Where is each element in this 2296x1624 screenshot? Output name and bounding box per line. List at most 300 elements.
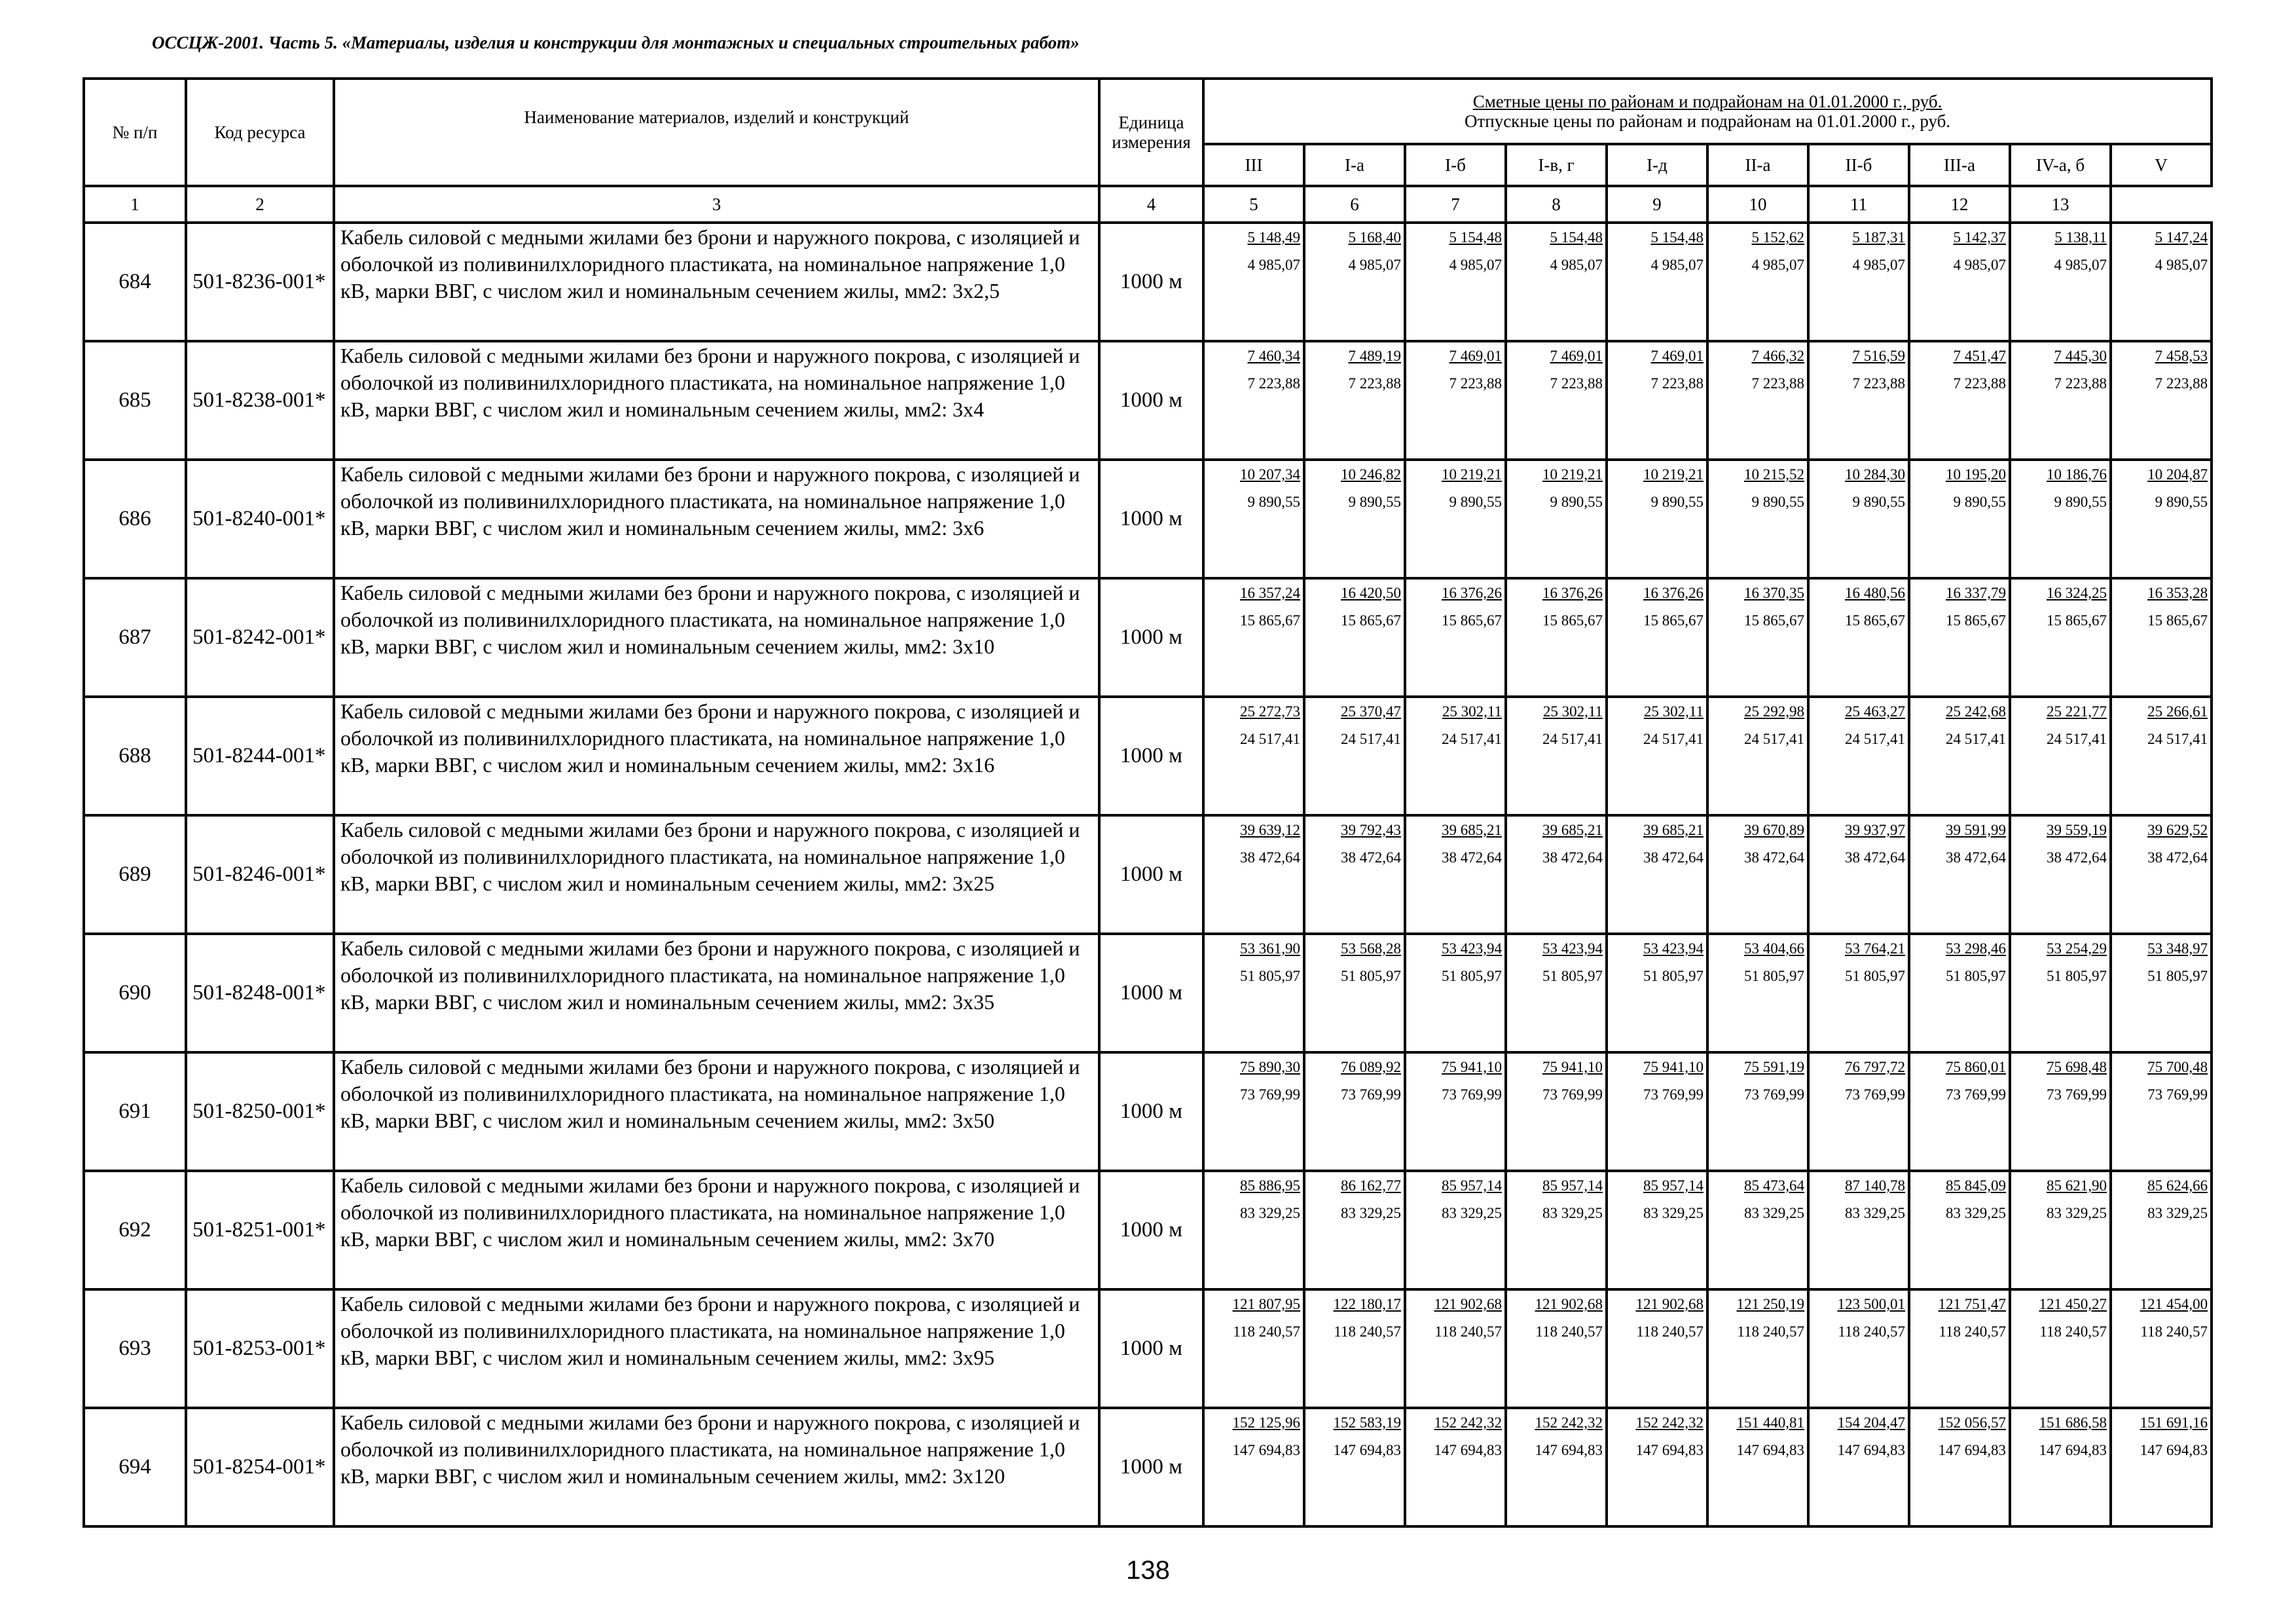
price-cell	[1707, 815, 1808, 934]
price-cell	[1607, 1408, 1707, 1526]
price-cell	[1506, 934, 1607, 1052]
release-price: 73 769,99	[1341, 1086, 1401, 1103]
estimate-price: 151 691,16	[2140, 1414, 2208, 1431]
release-price: 51 805,97	[1744, 968, 1804, 984]
column-number: 4	[1099, 186, 1203, 223]
estimate-price: 39 937,97	[1845, 822, 1905, 838]
resource-code: 501-8242-001*	[186, 578, 334, 697]
release-price: 9 890,55	[1247, 494, 1300, 510]
resource-code: 501-8250-001*	[186, 1052, 334, 1171]
release-price: 118 240,57	[1636, 1323, 1704, 1340]
material-name: Кабель силовой с медными жилами без брони и наружного покрова, с изоляцией и оболочкой из поливинилхлоридного пластиката, на номинальное напряжение 1,0 кВ, марки ВВГ, с числом жил и номинальным сечением жилы, мм2: 3х70	[334, 1171, 1099, 1289]
release-price: 9 890,55	[1953, 494, 2006, 510]
column-number: 3	[334, 186, 1099, 223]
estimate-price: 5 148,49	[1247, 229, 1300, 246]
release-price: 7 223,88	[1247, 375, 1300, 392]
release-price: 4 985,07	[1953, 257, 2006, 273]
price-table	[82, 77, 2213, 1528]
price-cell	[1203, 223, 1304, 341]
price-cell	[2111, 815, 2212, 934]
material-name: Кабель силовой с медными жилами без брони и наружного покрова, с изоляцией и оболочкой из поливинилхлоридного пластиката, на номинальное напряжение 1,0 кВ, марки ВВГ, с числом жил и номинальным сечением жилы, мм2: 3х2,5	[334, 223, 1099, 341]
resource-code: 501-8238-001*	[186, 341, 334, 460]
estimate-price: 25 302,11	[1542, 703, 1603, 720]
price-cell	[1405, 223, 1506, 341]
release-price: 7 223,88	[1953, 375, 2006, 392]
resource-code: 501-8254-001*	[186, 1408, 334, 1526]
release-price: 51 805,97	[1643, 968, 1704, 984]
price-cell	[1607, 815, 1707, 934]
price-cell	[1405, 1289, 1506, 1408]
estimate-price: 5 154,48	[1650, 229, 1704, 246]
price-cell	[1506, 223, 1607, 341]
price-cell	[1808, 815, 1909, 934]
price-cell	[1304, 578, 1405, 697]
region-header: II-а	[1707, 144, 1808, 186]
estimate-price: 53 764,21	[1845, 940, 1905, 957]
region-header: III-а	[1909, 144, 2010, 186]
release-price: 15 865,67	[1341, 612, 1401, 629]
price-cell	[2111, 1171, 2212, 1289]
header-code: Код ресурса	[186, 79, 334, 186]
estimate-price: 10 204,87	[2147, 466, 2208, 483]
release-price: 15 865,67	[1946, 612, 2006, 629]
estimate-price: 121 751,47	[1938, 1296, 2006, 1312]
price-cell	[1607, 341, 1707, 460]
price-cell	[1304, 697, 1405, 815]
row-number: 686	[84, 460, 186, 578]
region-header: V	[2111, 144, 2212, 186]
estimate-price: 16 420,50	[1341, 585, 1401, 601]
estimate-price: 7 489,19	[1348, 348, 1401, 364]
price-cell	[1909, 223, 2010, 341]
release-price: 9 890,55	[2155, 494, 2208, 510]
release-price: 51 805,97	[1946, 968, 2006, 984]
estimate-price: 25 463,27	[1845, 703, 1905, 720]
price-cell	[1405, 1408, 1506, 1526]
row-number: 692	[84, 1171, 186, 1289]
estimate-price: 5 154,48	[1449, 229, 1502, 246]
estimate-price: 121 807,95	[1232, 1296, 1300, 1312]
price-cell	[1203, 341, 1304, 460]
release-price: 73 769,99	[1643, 1086, 1704, 1103]
price-cell	[1203, 460, 1304, 578]
column-number: 2	[186, 186, 334, 223]
estimate-price: 10 284,30	[1845, 466, 1905, 483]
estimate-price: 39 670,89	[1744, 822, 1804, 838]
release-price: 9 890,55	[1852, 494, 1905, 510]
release-price: 51 805,97	[1845, 968, 1905, 984]
release-price: 51 805,97	[1542, 968, 1603, 984]
estimate-price: 10 219,21	[1542, 466, 1603, 483]
release-price: 118 240,57	[1434, 1323, 1502, 1340]
price-cell	[1405, 460, 1506, 578]
release-price: 73 769,99	[1946, 1086, 2006, 1103]
column-number: 10	[1707, 186, 1808, 223]
price-cell	[1707, 934, 1808, 1052]
table-row	[84, 1289, 2212, 1408]
price-cell	[1405, 697, 1506, 815]
estimate-price: 152 125,96	[1232, 1414, 1300, 1431]
release-price: 7 223,88	[2054, 375, 2107, 392]
estimate-price: 10 219,21	[1643, 466, 1704, 483]
estimate-price: 5 152,62	[1751, 229, 1804, 246]
price-cell	[1607, 460, 1707, 578]
price-cell	[1203, 697, 1304, 815]
table-row	[84, 1408, 2212, 1526]
estimate-price: 151 686,58	[2039, 1414, 2107, 1431]
release-price: 38 472,64	[1845, 849, 1905, 866]
price-cell	[1607, 578, 1707, 697]
release-price: 147 694,83	[2039, 1442, 2107, 1458]
price-cell	[2010, 697, 2111, 815]
estimate-price: 152 056,57	[1938, 1414, 2006, 1431]
price-cell	[1607, 697, 1707, 815]
release-price: 7 223,88	[2155, 375, 2208, 392]
price-cell	[1506, 578, 1607, 697]
price-cell	[2111, 1408, 2212, 1526]
prices-header-release: Отпускные цены по районам и подрайонам на 01.01.2000 г., руб.	[1464, 111, 1951, 131]
estimate-price: 7 469,01	[1449, 348, 1502, 364]
price-cell	[1607, 1289, 1707, 1408]
release-price: 83 329,25	[1946, 1205, 2006, 1221]
release-price: 83 329,25	[1643, 1205, 1704, 1221]
price-cell	[1506, 1052, 1607, 1171]
release-price: 24 517,41	[1744, 731, 1804, 747]
estimate-price: 76 089,92	[1341, 1059, 1401, 1075]
price-cell	[1707, 460, 1808, 578]
price-cell	[1506, 341, 1607, 460]
estimate-price: 53 423,94	[1442, 940, 1502, 957]
price-cell	[2010, 223, 2111, 341]
estimate-price: 121 450,27	[2039, 1296, 2107, 1312]
estimate-price: 7 469,01	[1650, 348, 1704, 364]
release-price: 147 694,83	[1635, 1442, 1704, 1458]
price-cell	[1707, 578, 1808, 697]
estimate-price: 16 324,25	[2047, 585, 2107, 601]
estimate-price: 7 445,30	[2054, 348, 2107, 364]
row-number: 688	[84, 697, 186, 815]
estimate-price: 53 254,29	[2047, 940, 2107, 957]
region-header: III	[1203, 144, 1304, 186]
release-price: 83 329,25	[1845, 1205, 1905, 1221]
release-price: 24 517,41	[1442, 731, 1502, 747]
price-cell	[1304, 1289, 1405, 1408]
price-cell	[1909, 1171, 2010, 1289]
price-cell	[1909, 578, 2010, 697]
estimate-price: 7 516,59	[1852, 348, 1905, 364]
release-price: 147 694,83	[1535, 1442, 1603, 1458]
estimate-price: 10 207,34	[1240, 466, 1300, 483]
price-cell	[1405, 1052, 1506, 1171]
price-cell	[1808, 578, 1909, 697]
release-price: 15 865,67	[1240, 612, 1300, 629]
table-row	[84, 578, 2212, 697]
price-cell	[1506, 1408, 1607, 1526]
price-cell	[1405, 934, 1506, 1052]
price-cell	[1707, 341, 1808, 460]
estimate-price: 25 302,11	[1643, 703, 1704, 720]
release-price: 51 805,97	[1442, 968, 1502, 984]
material-name: Кабель силовой с медными жилами без брони и наружного покрова, с изоляцией и оболочкой из поливинилхлоридного пластиката, на номинальное напряжение 1,0 кВ, марки ВВГ, с числом жил и номинальным сечением жилы, мм2: 3х25	[334, 815, 1099, 934]
estimate-price: 152 242,32	[1434, 1414, 1502, 1431]
price-cell	[1203, 1171, 1304, 1289]
resource-code: 501-8244-001*	[186, 697, 334, 815]
table-row	[84, 223, 2212, 341]
release-price: 51 805,97	[2147, 968, 2208, 984]
price-cell	[1304, 460, 1405, 578]
estimate-price: 121 250,19	[1736, 1296, 1804, 1312]
release-price: 24 517,41	[1946, 731, 2006, 747]
price-cell	[1909, 1408, 2010, 1526]
unit-of-measure: 1000 м	[1099, 815, 1203, 934]
column-number: 7	[1405, 186, 1506, 223]
price-cell	[1707, 697, 1808, 815]
price-cell	[1203, 1052, 1304, 1171]
release-price: 9 890,55	[1751, 494, 1804, 510]
estimate-price: 85 957,14	[1643, 1177, 1704, 1194]
estimate-price: 85 957,14	[1542, 1177, 1603, 1194]
release-price: 4 985,07	[2155, 257, 2208, 273]
unit-of-measure: 1000 м	[1099, 934, 1203, 1052]
unit-of-measure: 1000 м	[1099, 578, 1203, 697]
price-cell	[1607, 223, 1707, 341]
estimate-price: 53 361,90	[1240, 940, 1300, 957]
estimate-price: 151 440,81	[1736, 1414, 1804, 1431]
release-price: 118 240,57	[1535, 1323, 1603, 1340]
row-number: 684	[84, 223, 186, 341]
release-price: 9 890,55	[1449, 494, 1502, 510]
price-cell	[1909, 1289, 2010, 1408]
estimate-price: 85 621,90	[2047, 1177, 2107, 1194]
release-price: 38 472,64	[1341, 849, 1401, 866]
header-row	[84, 79, 2212, 144]
unit-of-measure: 1000 м	[1099, 460, 1203, 578]
table-row	[84, 697, 2212, 815]
column-number: 8	[1506, 186, 1607, 223]
column-number-row	[84, 186, 2212, 223]
price-cell	[2010, 934, 2111, 1052]
release-price: 38 472,64	[1946, 849, 2006, 866]
unit-of-measure: 1000 м	[1099, 1052, 1203, 1171]
material-name: Кабель силовой с медными жилами без брони и наружного покрова, с изоляцией и оболочкой из поливинилхлоридного пластиката, на номинальное напряжение 1,0 кВ, марки ВВГ, с числом жил и номинальным сечением жилы, мм2: 3х6	[334, 460, 1099, 578]
column-number: 1	[84, 186, 186, 223]
price-cell	[1607, 1171, 1707, 1289]
release-price: 118 240,57	[1737, 1323, 1804, 1340]
estimate-price: 53 348,97	[2147, 940, 2208, 957]
estimate-price: 85 473,64	[1744, 1177, 1804, 1194]
release-price: 15 865,67	[1542, 612, 1603, 629]
price-cell	[1405, 341, 1506, 460]
estimate-price: 121 902,68	[1434, 1296, 1502, 1312]
price-cell	[1506, 460, 1607, 578]
price-cell	[1405, 815, 1506, 934]
estimate-price: 16 337,79	[1946, 585, 2006, 601]
price-cell	[1304, 1408, 1405, 1526]
release-price: 15 865,67	[1744, 612, 1804, 629]
price-cell	[2010, 815, 2111, 934]
material-name: Кабель силовой с медными жилами без брони и наружного покрова, с изоляцией и оболочкой из поливинилхлоридного пластиката, на номинальное напряжение 1,0 кВ, марки ВВГ, с числом жил и номинальным сечением жилы, мм2: 3х50	[334, 1052, 1099, 1171]
estimate-price: 87 140,78	[1845, 1177, 1905, 1194]
release-price: 15 865,67	[1845, 612, 1905, 629]
estimate-price: 39 639,12	[1240, 822, 1300, 838]
estimate-price: 16 370,35	[1744, 585, 1804, 601]
release-price: 24 517,41	[2047, 731, 2107, 747]
release-price: 118 240,57	[2039, 1323, 2107, 1340]
price-cell	[1304, 1052, 1405, 1171]
release-price: 4 985,07	[1751, 257, 1804, 273]
estimate-price: 85 957,14	[1442, 1177, 1502, 1194]
row-number: 693	[84, 1289, 186, 1408]
estimate-price: 75 591,19	[1744, 1059, 1804, 1075]
release-price: 118 240,57	[1334, 1323, 1401, 1340]
price-cell	[1808, 1408, 1909, 1526]
release-price: 7 223,88	[1852, 375, 1905, 392]
estimate-price: 10 195,20	[1946, 466, 2006, 483]
estimate-price: 16 357,24	[1240, 585, 1300, 601]
estimate-price: 25 272,73	[1240, 703, 1300, 720]
estimate-price: 16 353,28	[2147, 585, 2208, 601]
price-cell	[1405, 578, 1506, 697]
resource-code: 501-8248-001*	[186, 934, 334, 1052]
price-cell	[1707, 1408, 1808, 1526]
release-price: 15 865,67	[2147, 612, 2208, 629]
table-row	[84, 815, 2212, 934]
release-price: 38 472,64	[1643, 849, 1704, 866]
price-cell	[2010, 1289, 2111, 1408]
unit-of-measure: 1000 м	[1099, 1171, 1203, 1289]
release-price: 24 517,41	[1240, 731, 1300, 747]
release-price: 7 223,88	[1449, 375, 1502, 392]
release-price: 51 805,97	[1341, 968, 1401, 984]
release-price: 51 805,97	[1240, 968, 1300, 984]
price-cell	[1203, 815, 1304, 934]
release-price: 73 769,99	[1542, 1086, 1603, 1103]
release-price: 38 472,64	[2047, 849, 2107, 866]
estimate-price: 152 242,32	[1635, 1414, 1704, 1431]
release-price: 38 472,64	[1744, 849, 1804, 866]
price-cell	[1808, 1289, 1909, 1408]
page-header: ОССЦЖ-2001. Часть 5. «Материалы, изделия и конструкции для монтажных и специальных строительных работ»	[152, 33, 1080, 52]
release-price: 118 240,57	[1233, 1323, 1300, 1340]
estimate-price: 5 147,24	[2155, 229, 2208, 246]
row-number: 690	[84, 934, 186, 1052]
region-header: I-в, г	[1506, 144, 1607, 186]
column-number: 6	[1304, 186, 1405, 223]
price-cell	[1808, 1171, 1909, 1289]
estimate-price: 86 162,77	[1341, 1177, 1401, 1194]
region-header: II-б	[1808, 144, 1909, 186]
estimate-price: 122 180,17	[1333, 1296, 1401, 1312]
release-price: 4 985,07	[1449, 257, 1502, 273]
region-header: I-а	[1304, 144, 1405, 186]
price-cell	[1808, 223, 1909, 341]
price-cell	[1808, 341, 1909, 460]
price-cell	[1909, 460, 2010, 578]
release-price: 4 985,07	[1247, 257, 1300, 273]
region-header: I-б	[1405, 144, 1506, 186]
estimate-price: 121 902,68	[1535, 1296, 1603, 1312]
release-price: 15 865,67	[1442, 612, 1502, 629]
estimate-price: 7 466,32	[1751, 348, 1804, 364]
estimate-price: 39 792,43	[1341, 822, 1401, 838]
price-cell	[1203, 934, 1304, 1052]
price-cell	[1304, 341, 1405, 460]
estimate-price: 10 186,76	[2047, 466, 2107, 483]
release-price: 24 517,41	[1845, 731, 1905, 747]
table-row	[84, 341, 2212, 460]
release-price: 147 694,83	[1434, 1442, 1502, 1458]
price-cell	[1607, 934, 1707, 1052]
material-name: Кабель силовой с медными жилами без брони и наружного покрова, с изоляцией и оболочкой из поливинилхлоридного пластиката, на номинальное напряжение 1,0 кВ, марки ВВГ, с числом жил и номинальным сечением жилы, мм2: 3х35	[334, 934, 1099, 1052]
column-number: 12	[1909, 186, 2010, 223]
release-price: 7 223,88	[1348, 375, 1401, 392]
unit-of-measure: 1000 м	[1099, 223, 1203, 341]
estimate-price: 5 142,37	[1953, 229, 2006, 246]
estimate-price: 25 370,47	[1341, 703, 1401, 720]
resource-code: 501-8251-001*	[186, 1171, 334, 1289]
release-price: 38 472,64	[1240, 849, 1300, 866]
unit-of-measure: 1000 м	[1099, 341, 1203, 460]
release-price: 147 694,83	[1736, 1442, 1804, 1458]
page-number: 138	[1126, 1556, 1170, 1585]
estimate-price: 5 154,48	[1550, 229, 1603, 246]
estimate-price: 39 591,99	[1946, 822, 2006, 838]
release-price: 4 985,07	[1852, 257, 1905, 273]
release-price: 83 329,25	[1341, 1205, 1401, 1221]
price-cell	[1304, 934, 1405, 1052]
release-price: 15 865,67	[1643, 612, 1704, 629]
resource-code: 501-8240-001*	[186, 460, 334, 578]
price-cell	[1405, 1171, 1506, 1289]
price-cell	[1203, 578, 1304, 697]
release-price: 7 223,88	[1550, 375, 1603, 392]
release-price: 24 517,41	[1643, 731, 1704, 747]
material-name: Кабель силовой с медными жилами без брони и наружного покрова, с изоляцией и оболочкой из поливинилхлоридного пластиката, на номинальное напряжение 1,0 кВ, марки ВВГ, с числом жил и номинальным сечением жилы, мм2: 3х4	[334, 341, 1099, 460]
row-number: 691	[84, 1052, 186, 1171]
estimate-price: 75 941,10	[1442, 1059, 1502, 1075]
price-cell	[2010, 1052, 2111, 1171]
release-price: 83 329,25	[1744, 1205, 1804, 1221]
price-cell	[1808, 934, 1909, 1052]
header-prices	[1203, 79, 2212, 144]
column-number: 9	[1607, 186, 1707, 223]
price-cell	[2111, 934, 2212, 1052]
price-cell	[1808, 460, 1909, 578]
price-cell	[2111, 1052, 2212, 1171]
estimate-price: 39 685,21	[1643, 822, 1704, 838]
release-price: 4 985,07	[2054, 257, 2107, 273]
estimate-price: 39 685,21	[1542, 822, 1603, 838]
estimate-price: 121 902,68	[1635, 1296, 1704, 1312]
release-price: 24 517,41	[1542, 731, 1603, 747]
price-cell	[1808, 1052, 1909, 1171]
price-cell	[2111, 223, 2212, 341]
release-price: 147 694,83	[2140, 1442, 2208, 1458]
resource-code: 501-8236-001*	[186, 223, 334, 341]
estimate-price: 25 292,98	[1744, 703, 1804, 720]
price-cell	[2111, 697, 2212, 815]
price-cell	[2010, 1408, 2111, 1526]
price-cell	[1506, 1171, 1607, 1289]
release-price: 9 890,55	[1650, 494, 1704, 510]
prices-header-estimate: Сметные цены по районам и подрайонам на 01.01.2000 г., руб.	[1472, 92, 1942, 111]
release-price: 147 694,83	[1333, 1442, 1401, 1458]
release-price: 73 769,99	[1744, 1086, 1804, 1103]
estimate-price: 39 685,21	[1442, 822, 1502, 838]
release-price: 83 329,25	[2147, 1205, 2208, 1221]
price-cell	[1506, 1289, 1607, 1408]
estimate-price: 53 423,94	[1542, 940, 1603, 957]
